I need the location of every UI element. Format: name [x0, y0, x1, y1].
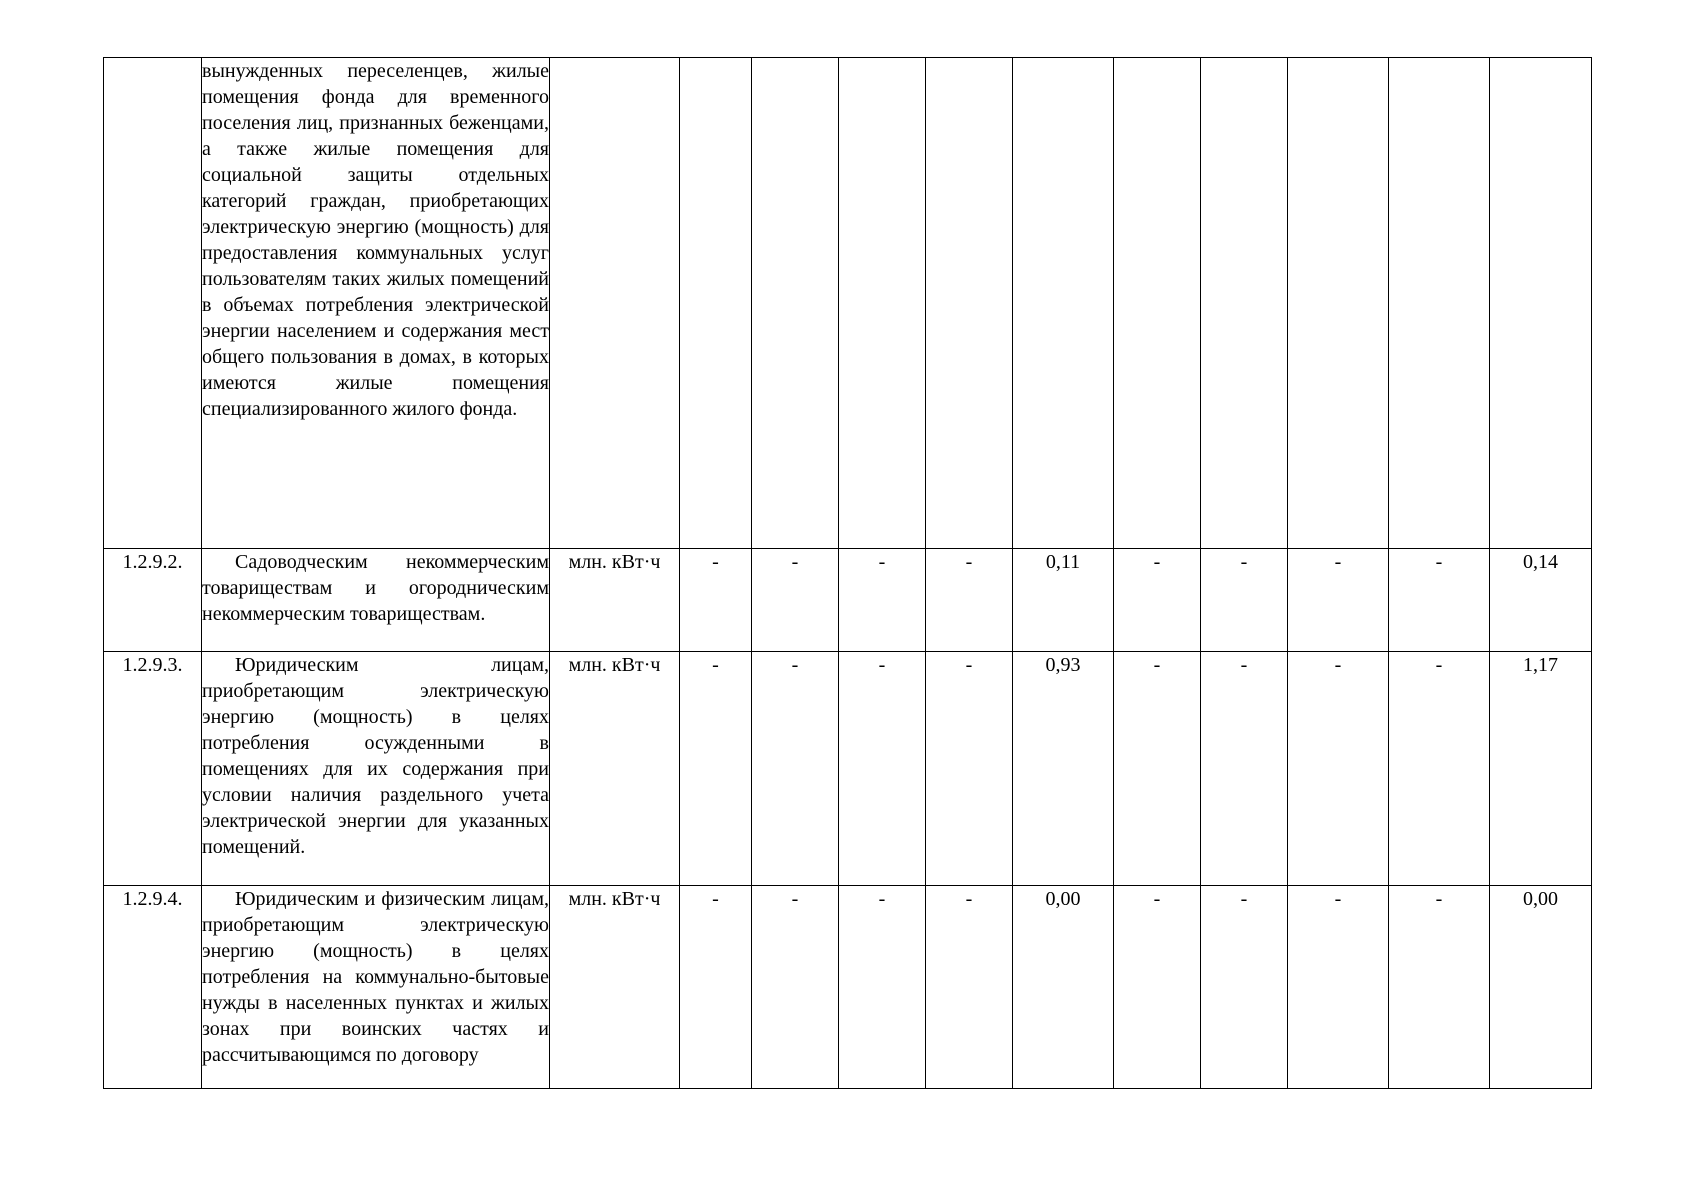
value-cell: - [680, 886, 752, 1089]
value-cell [752, 58, 839, 549]
value-cell: - [1201, 652, 1288, 886]
row-unit [550, 58, 680, 549]
value-cell: 0,11 [1013, 549, 1114, 652]
value-cell: - [1389, 652, 1490, 886]
value-cell: - [926, 886, 1013, 1089]
value-cell: - [1201, 549, 1288, 652]
value-cell: - [839, 652, 926, 886]
value-cell: - [1288, 886, 1389, 1089]
value-cell: - [1114, 652, 1201, 886]
row-description: Юридическим лицам, приобретающим электрическую энергию (мощность) в целях потребления осужденными в помещениях для их содержания при условии наличия раздельного учета электрической энергии для указанных помещений. [202, 652, 550, 886]
value-cell: - [1114, 549, 1201, 652]
value-cell: - [1114, 886, 1201, 1089]
table-row [104, 652, 1592, 886]
value-cell: - [1288, 652, 1389, 886]
row-number: 1.2.9.4. [104, 886, 202, 1089]
table-row [104, 549, 1592, 652]
value-cell: - [1288, 549, 1389, 652]
row-number [104, 58, 202, 549]
value-cell [680, 58, 752, 549]
value-cell [1013, 58, 1114, 549]
value-cell [1201, 58, 1288, 549]
value-cell [926, 58, 1013, 549]
value-cell: - [680, 549, 752, 652]
value-cell: 0,00 [1490, 886, 1592, 1089]
value-cell: 0,00 [1013, 886, 1114, 1089]
row-number: 1.2.9.2. [104, 549, 202, 652]
tariff-table [103, 57, 1592, 1089]
value-cell [1389, 58, 1490, 549]
table-row [104, 58, 1592, 549]
value-cell: - [926, 652, 1013, 886]
value-cell: - [1389, 886, 1490, 1089]
value-cell: - [839, 886, 926, 1089]
row-description: вынужденных переселенцев, жилые помещения фонда для временного поселения лиц, признанных беженцами, а также жилые помещения для социальной защиты отдельных категорий граждан, приобретающих электрическую энергию (мощность) для предоставления коммунальных услуг пользователям таких жилых помещений в объемах потребления электрической энергии населением и содержания мест общего пользования в домах, в которых имеются жилые помещения специализированного жилого фонда. [202, 58, 550, 549]
value-cell [839, 58, 926, 549]
value-cell [1490, 58, 1592, 549]
value-cell: - [839, 549, 926, 652]
value-cell: 1,17 [1490, 652, 1592, 886]
value-cell: - [926, 549, 1013, 652]
value-cell: 0,14 [1490, 549, 1592, 652]
value-cell: - [680, 652, 752, 886]
value-cell: - [1389, 549, 1490, 652]
table-row [104, 886, 1592, 1089]
row-unit: млн. кВт·ч [550, 549, 680, 652]
value-cell [1114, 58, 1201, 549]
value-cell: - [752, 886, 839, 1089]
value-cell: - [752, 652, 839, 886]
row-description: Юридическим и физическим лицам, приобретающим электрическую энергию (мощность) в целях потребления на коммунально-бытовые нужды в населенных пунктах и жилых зонах при воинских частях и рассчитывающимся по договору [202, 886, 550, 1089]
value-cell: - [752, 549, 839, 652]
row-description: Садоводческим некоммерческим товариществам и огородническим некоммерческим товариществам. [202, 549, 550, 652]
row-number: 1.2.9.3. [104, 652, 202, 886]
row-unit: млн. кВт·ч [550, 886, 680, 1089]
value-cell: 0,93 [1013, 652, 1114, 886]
value-cell: - [1201, 886, 1288, 1089]
value-cell [1288, 58, 1389, 549]
row-unit: млн. кВт·ч [550, 652, 680, 886]
